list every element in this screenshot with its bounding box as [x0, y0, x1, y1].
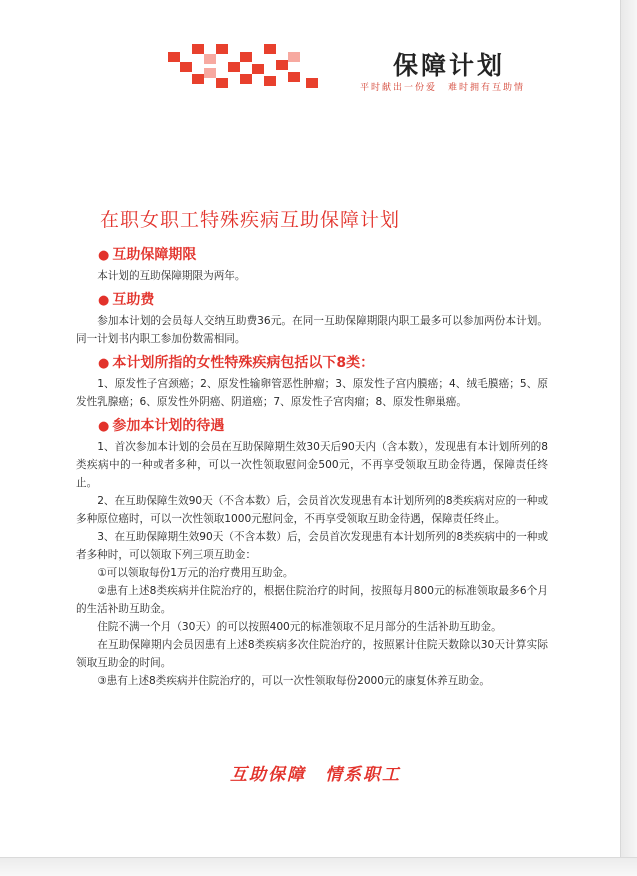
paragraph: 住院不满一个月（30天）的可以按照400元的标准领取不足月部分的生活补助互助金。: [97, 621, 502, 633]
paragraph: 3、在互助保障期生效90天（不含本数）后，会员首次发现患有本计划所列的8类疾病中的一种或者多种时，可以领取下列三项互助金：: [76, 531, 548, 561]
section-heading-text: 参加本计划的待遇: [112, 418, 225, 434]
bullet-dot-icon: ●: [98, 419, 110, 434]
bullet-dot-icon: ●: [98, 248, 110, 263]
footer-slogan: 互助保障 情系职工: [230, 765, 401, 785]
section-heading-period: [98, 246, 548, 265]
paragraph: ②患有上述8类疾病并住院治疗的，根据住院治疗的时间，按照每月800元的标准领取最多6个月的生活补助互助金。: [76, 585, 548, 615]
section-heading-benefits: [98, 417, 548, 436]
bullet-dot-icon: ●: [98, 293, 110, 308]
section-heading-text: 互助费: [112, 292, 155, 308]
paragraph: 本计划的互助保障期限为两年。: [97, 270, 246, 282]
paragraph: ①可以领取每份1万元的治疗费用互助金。: [97, 567, 294, 579]
decorative-checker-pattern: [168, 44, 328, 90]
paragraph: ③患有上述8类疾病并住院治疗的，可以一次性领取每份2000元的康复休养互助金。: [97, 675, 490, 687]
section-heading-text: 本计划所指的女性特殊疾病包括以下8类：: [112, 355, 375, 371]
paragraph: 参加本计划的会员每人交纳互助费36元。在同一互助保障期限内职工最多可以参加两份本计划。同一计划书内职工参加份数需相同。: [76, 315, 548, 345]
paragraph: 2、在互助保障生效90天（不含本数）后，会员首次发现患有本计划所列的8类疾病对应的一种或多种原位癌时，可以一次性领取1000元慰问金，不再享受领取互助金待遇，保障责任终止。: [76, 495, 548, 525]
paragraph: 在互助保障期内会员因患有上述8类疾病多次住院治疗的，按照累计住院天数除以30天计算实际领取互助金的时间。: [76, 639, 548, 669]
section-heading-text: 互助保障期限: [112, 247, 197, 263]
paragraph: 1、首次参加本计划的会员在互助保障期生效30天后90天内（含本数），发现患有本计划所列的8类疾病中的一种或者多种，可以一次性领取慰问金500元，不再享受领取互助金待遇，保障责任终止。: [76, 441, 548, 489]
section-heading-diseases: [98, 354, 548, 373]
page-edge-bottom: [0, 857, 637, 876]
bullet-dot-icon: ●: [98, 356, 110, 371]
page-edge-right: [620, 0, 637, 876]
header-title: 保障计划: [393, 51, 506, 80]
paragraph: 1、原发性子宫颈癌；2、原发性输卵管恶性肿瘤；3、原发性子宫内膜癌；4、绒毛膜癌；5、原发性乳腺癌；6、原发性外阴癌、阴道癌；7、原发性子宫肉瘤；8、原发性卵巢癌。: [76, 378, 548, 408]
section-heading-fee: [98, 291, 548, 310]
document-body: [76, 246, 548, 690]
document-title: 在职女职工特殊疾病互助保障计划: [100, 209, 401, 231]
header-tagline: 平时献出一份爱 难时拥有互助情: [360, 83, 526, 93]
